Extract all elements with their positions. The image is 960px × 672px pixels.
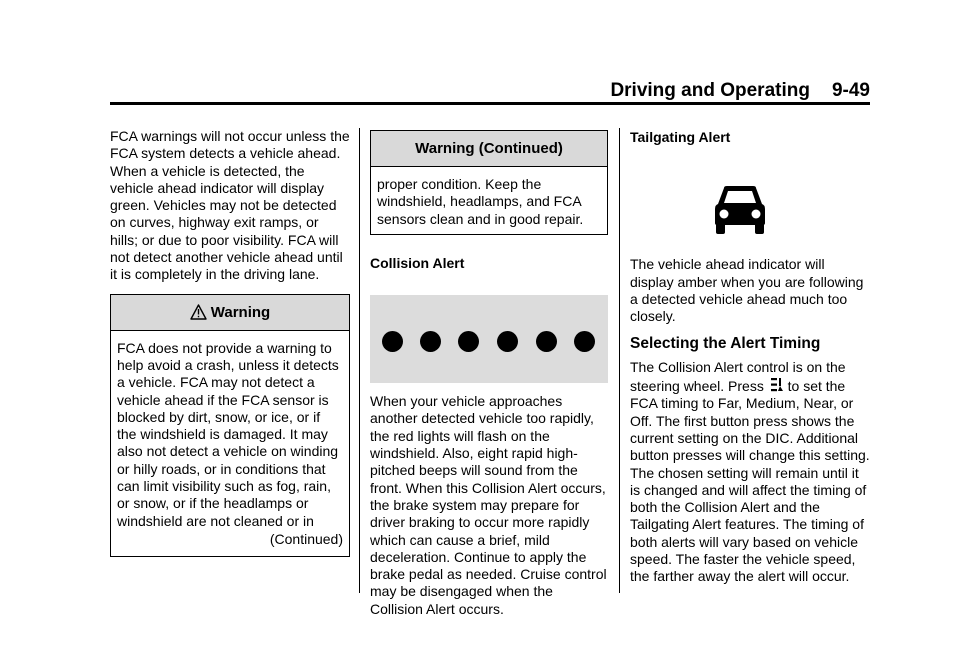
- alert-timing-text-b: to set the FCA timing to Far, Medium, Near, or Off. The first button press shows the current setting on the DIC. Additional button presses will change this setting. The chosen setting will remain until it is changed and will affect the timing of both the Collision Alert and the Tailgating Alert features. The timing of both alerts will vary based on vehicle speed. The faster the vehicle speed, the farther away the alert will occur.: [630, 378, 870, 585]
- alert-timing-icon: [768, 376, 784, 394]
- fca-intro-paragraph: FCA warnings will not occur unless the FCA system detects a vehicle ahead. When a vehicle is detected, the vehicle ahead indicator will display green. Vehicles may not be detected on curves, highway exit ramps, or hills; or due to poor visibility. FCA will not detect another vehicle ahead until it is completely in the driving lane.: [110, 128, 350, 283]
- column-1: [110, 128, 350, 557]
- alert-light: [497, 331, 518, 352]
- alert-light: [420, 331, 441, 352]
- warning-continued-header: Warning (Continued): [371, 131, 607, 167]
- warning-text: FCA does not provide a warning to help avoid a crash, unless it detects a vehicle. FCA may not detect a vehicle ahead if the FCA sensor is blocked by dirt, snow, or ice, or if the windshield is damaged. It may also not detect a vehicle on winding or hilly roads, or in conditions that can limit visibility such as fog, rain, or snow, or if the headlamps or windshield are not cleaned or in: [117, 339, 339, 529]
- tailgating-alert-paragraph: The vehicle ahead indicator will display amber when you are following a detected vehicle ahead much too closely.: [630, 256, 864, 325]
- warning-header: [111, 295, 349, 331]
- page-header: [110, 80, 870, 105]
- collision-alert-paragraph: When your vehicle approaches another detected vehicle too rapidly, the red lights will flash on the windshield. Also, eight rapid high-pitched beeps will sound from the front. When this Collision Alert occurs, the brake system may prepare for driver braking to occur more rapidly which can cause a brief, mild deceleration. Continue to apply the brake pedal as needed. Cruise control may be disengaged when the Collision Alert occurs.: [370, 393, 607, 617]
- section-title: Driving and Operating: [610, 80, 810, 101]
- warning-continued-body: [371, 167, 607, 234]
- tailgating-alert-subheading: Tailgating Alert: [630, 129, 731, 145]
- column-3: [630, 129, 870, 586]
- column-divider: [359, 128, 360, 593]
- alert-light: [458, 331, 479, 352]
- alert-light: [382, 331, 403, 352]
- alert-light: [574, 331, 595, 352]
- collision-alert-lights-icon: [370, 295, 608, 383]
- warning-triangle-icon: [190, 304, 207, 320]
- warning-body: [111, 331, 349, 557]
- page-number: 9-49: [831, 80, 870, 101]
- alert-light: [536, 331, 557, 352]
- vehicle-ahead-indicator: [630, 146, 870, 256]
- alert-timing-heading: Selecting the Alert Timing: [630, 335, 821, 353]
- warning-title: Warning: [210, 303, 271, 321]
- collision-alert-subheading: Collision Alert: [370, 254, 465, 271]
- vehicle-ahead-icon: [714, 185, 766, 235]
- warning-continued-text: proper condition. Keep the windshield, headlamps, and FCA sensors clean and in good repair.: [377, 176, 584, 227]
- alert-timing-text-a: The Collision Alert control is on the steering wheel. Press: [630, 358, 846, 395]
- warning-continued-box: [370, 130, 608, 235]
- continued-label: (Continued): [269, 530, 343, 547]
- alert-timing-paragraph: [630, 359, 870, 586]
- column-2: [370, 130, 608, 618]
- warning-box: [110, 294, 350, 558]
- column-divider: [619, 128, 620, 593]
